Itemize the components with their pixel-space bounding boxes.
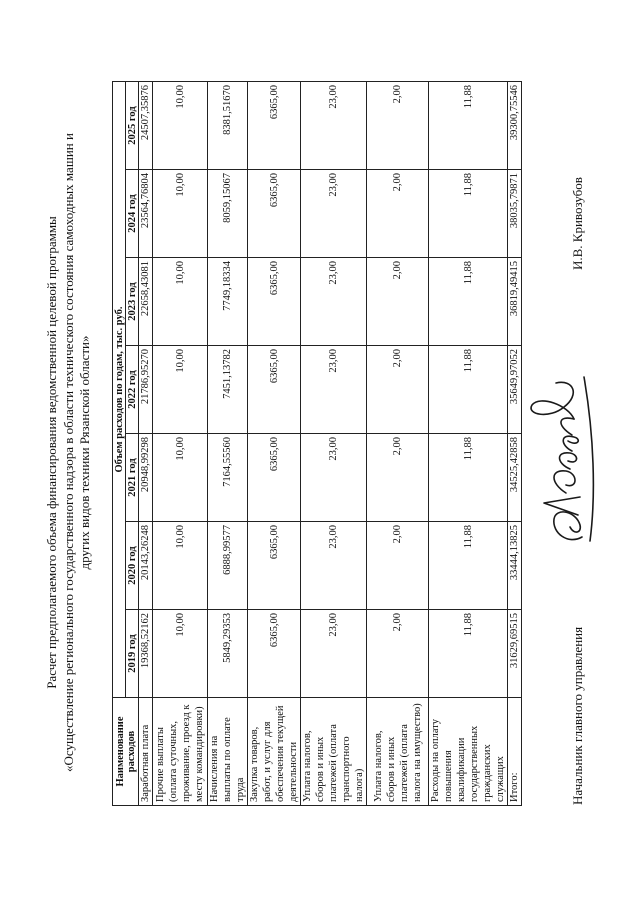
- cell-value: 20948,99298: [139, 434, 153, 522]
- table-row: [139, 82, 153, 806]
- row-name: Закупка товаров, работ, и услуг для обеспечения текущей деятельности: [248, 698, 301, 806]
- document-title-line-2: «Осуществление регионального государственного надзора в области технического состояния самоходных машин и: [61, 133, 76, 772]
- cell-value: 36819,49415: [508, 258, 522, 346]
- cell-value: 11,88: [429, 434, 508, 522]
- cell-value: 22658,43081: [139, 258, 153, 346]
- row-name: Прочие выплаты (оплата суточных, проживание, проезд к месту командировки): [153, 698, 208, 806]
- cell-value: 11,88: [429, 258, 508, 346]
- cell-value: 24507,35876: [139, 82, 153, 170]
- cell-value: 23,00: [301, 82, 367, 170]
- cell-value: 2,00: [367, 610, 429, 698]
- cell-value: 2,00: [367, 170, 429, 258]
- cell-value: 23,00: [301, 258, 367, 346]
- header-year: 2025 год: [126, 82, 139, 170]
- cell-value: 10,00: [153, 610, 208, 698]
- table-row: [429, 82, 508, 806]
- cell-value: 10,00: [153, 170, 208, 258]
- row-name: Уплата налогов, сборов и иных платежей (оплата транспортного налога): [301, 698, 367, 806]
- cell-value: 6365,00: [248, 258, 301, 346]
- table-row: [248, 82, 301, 806]
- cell-value: 2,00: [367, 82, 429, 170]
- header-year: 2019 год: [126, 610, 139, 698]
- table-row: [153, 82, 208, 806]
- header-year: 2021 год: [126, 434, 139, 522]
- cell-value: 7451,13782: [208, 346, 248, 434]
- cell-value: 34525,42858: [508, 434, 522, 522]
- cell-value: 10,00: [153, 258, 208, 346]
- header-year: 2024 год: [126, 170, 139, 258]
- header-year: 2022 год: [126, 346, 139, 434]
- table-row: [208, 82, 248, 806]
- cell-value: 38035,79871: [508, 170, 522, 258]
- signer-name: И.В. Кривозубов: [570, 177, 585, 270]
- handwritten-signature: [520, 365, 610, 555]
- cell-value: 6888,99577: [208, 522, 248, 610]
- cell-value: 21786,95270: [139, 346, 153, 434]
- cell-value: 7164,55560: [208, 434, 248, 522]
- table-row: [367, 82, 429, 806]
- cell-value: 8059,15067: [208, 170, 248, 258]
- cell-value: 11,88: [429, 610, 508, 698]
- row-name: Итого:: [508, 698, 522, 806]
- cell-value: 11,88: [429, 82, 508, 170]
- cell-value: 6365,00: [248, 346, 301, 434]
- row-name: Начисления на выплаты по оплате труда: [208, 698, 248, 806]
- cell-value: 23,00: [301, 346, 367, 434]
- cell-value: 6365,00: [248, 522, 301, 610]
- document-title-line-3: других видов техники Рязанской области»: [77, 335, 92, 570]
- cell-value: 11,88: [429, 346, 508, 434]
- expenses-table: [112, 81, 522, 806]
- cell-value: 10,00: [153, 434, 208, 522]
- cell-value: 10,00: [153, 522, 208, 610]
- cell-value: 10,00: [153, 346, 208, 434]
- cell-value: 23564,76804: [139, 170, 153, 258]
- cell-value: 6365,00: [248, 610, 301, 698]
- cell-value: 10,00: [153, 82, 208, 170]
- row-name: Расходы на оплату повышения квалификации государственных гражданских служащих: [429, 698, 508, 806]
- cell-value: 33444,13825: [508, 522, 522, 610]
- cell-value: 11,88: [429, 522, 508, 610]
- cell-value: 6365,00: [248, 82, 301, 170]
- cell-value: 23,00: [301, 434, 367, 522]
- cell-value: 35649,97052: [508, 346, 522, 434]
- cell-value: 39300,75546: [508, 82, 522, 170]
- header-expense-volume: Объем расходов по годам, тыс. руб.: [113, 82, 126, 698]
- cell-value: 2,00: [367, 434, 429, 522]
- header-expense-name: Наименование расходов: [113, 698, 139, 806]
- cell-value: 23,00: [301, 170, 367, 258]
- signer-position: Начальник главного управления: [570, 626, 585, 805]
- cell-value: 31629,69515: [508, 610, 522, 698]
- cell-value: 11,88: [429, 170, 508, 258]
- header-year: 2023 год: [126, 258, 139, 346]
- cell-value: 2,00: [367, 522, 429, 610]
- cell-value: 8381,51670: [208, 82, 248, 170]
- cell-value: 20143,26248: [139, 522, 153, 610]
- header-year: 2020 год: [126, 522, 139, 610]
- cell-value: 19368,52162: [139, 610, 153, 698]
- cell-value: 5849,29353: [208, 610, 248, 698]
- cell-value: 6365,00: [248, 434, 301, 522]
- cell-value: 7749,18334: [208, 258, 248, 346]
- cell-value: 6365,00: [248, 170, 301, 258]
- cell-value: 2,00: [367, 258, 429, 346]
- cell-value: 23,00: [301, 522, 367, 610]
- document-title-line-1: Расчет предполагаемого объема финансирования ведомственной целевой программы: [44, 216, 59, 689]
- table-row: [301, 82, 367, 806]
- row-name: Уплата налогов, сборов и иных платежей (оплата налога на имущество): [367, 698, 429, 806]
- cell-value: 2,00: [367, 346, 429, 434]
- row-name: Заработная плата: [139, 698, 153, 806]
- cell-value: 23,00: [301, 610, 367, 698]
